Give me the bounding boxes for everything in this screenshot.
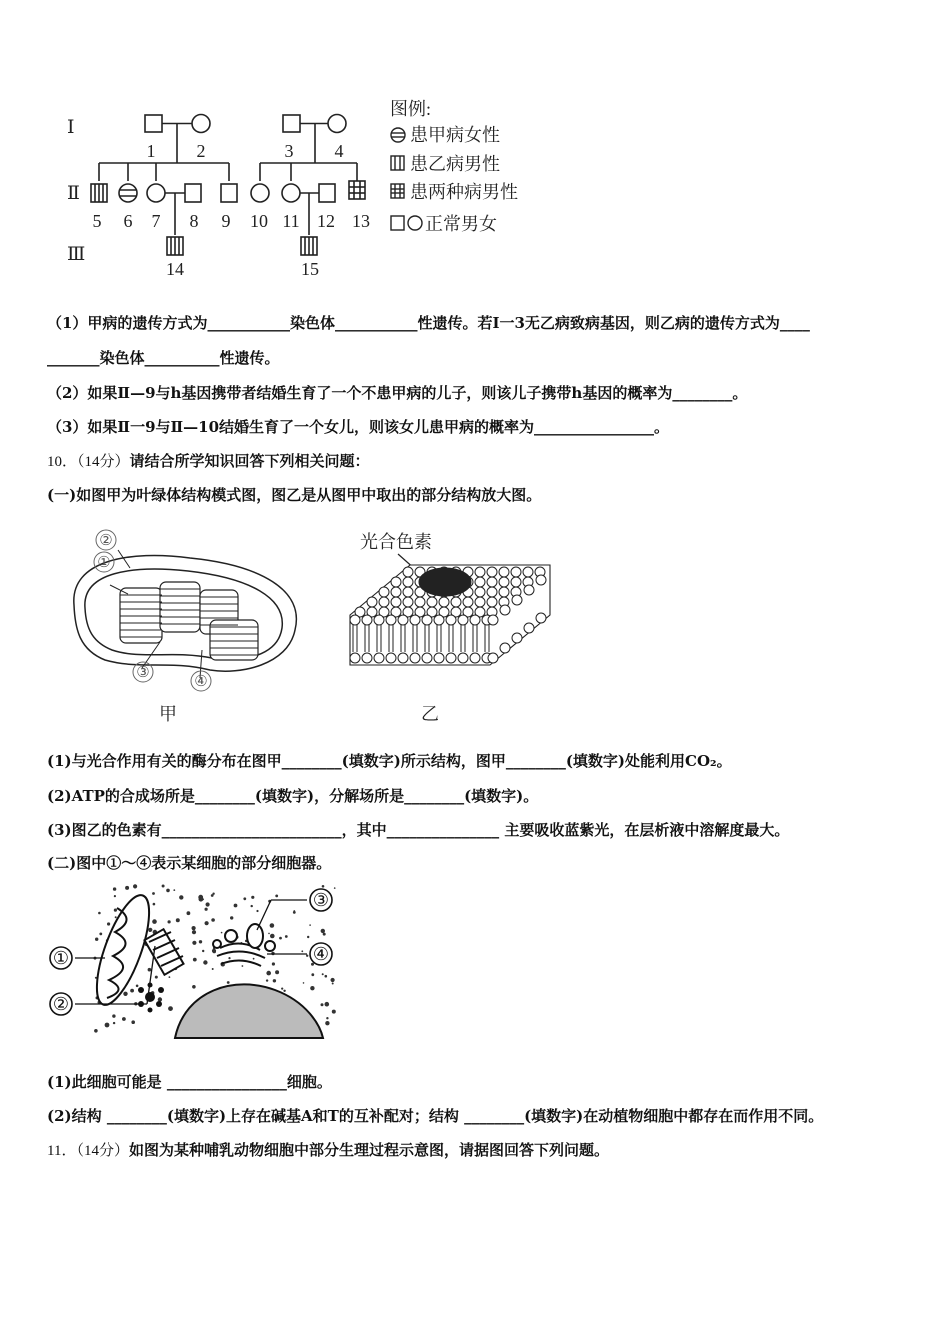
legend-title: 图例: [390, 99, 432, 119]
individual-2 [192, 115, 210, 133]
id-label-13: 13 [352, 211, 370, 231]
organelle-figure [45, 880, 345, 1040]
q11-heading [47, 1140, 609, 1161]
organelle-label-1: ① [52, 948, 70, 968]
q10-part2-sub1: (1)此细胞可能是 ________________细胞。 [47, 1073, 332, 1091]
caption-yi: 乙 [421, 704, 439, 725]
legend-male-both: 患两种病男性 [410, 182, 518, 202]
q10-part1-intro: (一)如图甲为叶绿体结构模式图，图乙是从图甲中取出的部分结构放大图。 [47, 486, 542, 504]
id-label-7: 7 [151, 211, 161, 231]
id-label-6: 6 [123, 211, 133, 231]
q10-number: 10．（14分） [47, 454, 130, 470]
individual-9 [221, 184, 237, 202]
id-label-12: 12 [317, 211, 335, 231]
q9-part1-line2: _______染色体__________性遗传。 [47, 349, 280, 367]
q9-part1-line1: （1）甲病的遗传方式为___________染色体___________性遗传。若Ⅰ一3无乙病致病基因，则乙病的遗传方式为____ [47, 314, 810, 332]
id-label-9: 9 [221, 211, 231, 231]
label-circle-1: ① [97, 555, 111, 571]
id-label-1: 1 [146, 141, 156, 161]
pigment-label: 光合色素 [360, 532, 432, 553]
individual-12 [319, 184, 335, 202]
id-label-5: 5 [92, 211, 102, 231]
id-label-10: 10 [250, 211, 268, 231]
legend-icon-female-a [391, 128, 405, 142]
legend-female-a: 患甲病女性 [410, 125, 500, 145]
caption-jia: 甲 [159, 704, 177, 725]
individual-3 [283, 115, 300, 132]
individual-13 [349, 181, 365, 199]
legend-male-b: 患乙病男性 [410, 154, 500, 174]
individual-10 [251, 184, 269, 202]
q9-part3: （3）如果Ⅱ一9与Ⅱ—10结婚生育了一个女儿，则该女儿患甲病的概率为________________。 [47, 418, 670, 436]
generation-label-2: Ⅱ [67, 183, 80, 204]
chloroplast-figure [60, 520, 310, 730]
legend-normal: 正常男女 [425, 214, 497, 234]
q11-text: 如图为某种哺乳动物细胞中部分生理过程示意图，请据图回答下列问题。 [128, 1141, 609, 1159]
q10-part2-sub2: (2)结构 ________(填数字)上存在碱基A和T的互补配对；结构 ________(填数字)在动植物细胞中都存在而作用不同。 [47, 1107, 824, 1125]
organelle-label-2: ② [52, 994, 70, 1014]
id-label-14: 14 [166, 259, 184, 279]
q11-number: 11．（14分） [47, 1143, 129, 1159]
individual-7 [147, 184, 165, 202]
legend-icon-normal-male [391, 216, 404, 230]
q10-heading-text: 请结合所学知识回答下列相关问题： [129, 452, 370, 470]
pedigree-chart [55, 95, 545, 285]
individual-8 [185, 184, 201, 202]
legend-icon-normal-female [408, 216, 422, 230]
q9-part2: （2）如果Ⅱ—9与h基因携带者结婚生育了一个不患甲病的儿子，则该儿子携带h基因的概率为________。 [47, 384, 748, 402]
id-label-2: 2 [196, 141, 206, 161]
organelle-label-4: ④ [312, 944, 330, 964]
label-circle-3: ③ [136, 665, 150, 681]
organelle-label-3: ③ [312, 890, 330, 910]
generation-label-1: Ⅰ [67, 117, 75, 138]
id-label-8: 8 [189, 211, 199, 231]
legend-icon-male-b [391, 156, 404, 170]
individual-11 [282, 184, 300, 202]
q10-sub3: (3)图乙的色素有________________________，其中_______________ 主要吸收蓝紫光，在层析液中溶解度最大。 [47, 821, 790, 839]
q10-sub2: (2)ATP的合成场所是________(填数字)，分解场所是________(填数字)。 [47, 787, 539, 805]
individual-1 [145, 115, 162, 132]
label-circle-4: ④ [194, 674, 208, 690]
legend-icon-male-both [391, 184, 404, 198]
individual-4 [328, 115, 346, 133]
id-label-15: 15 [301, 259, 319, 279]
q10-heading [47, 451, 370, 472]
generation-label-3: Ⅲ [67, 244, 86, 265]
label-circle-2: ② [99, 533, 113, 549]
q10-sub1: (1)与光合作用有关的酶分布在图甲________(填数字)所示结构，图甲________(填数字)处能利用CO₂。 [47, 752, 732, 770]
id-label-11: 11 [282, 211, 300, 231]
id-label-4: 4 [334, 141, 344, 161]
thylakoid-membrane-figure [330, 520, 570, 730]
pigment-cluster [419, 568, 471, 596]
individual-6 [119, 184, 137, 202]
q10-part2-intro: (二)图中①～④表示某细胞的部分细胞器。 [47, 854, 332, 872]
id-label-3: 3 [284, 141, 294, 161]
